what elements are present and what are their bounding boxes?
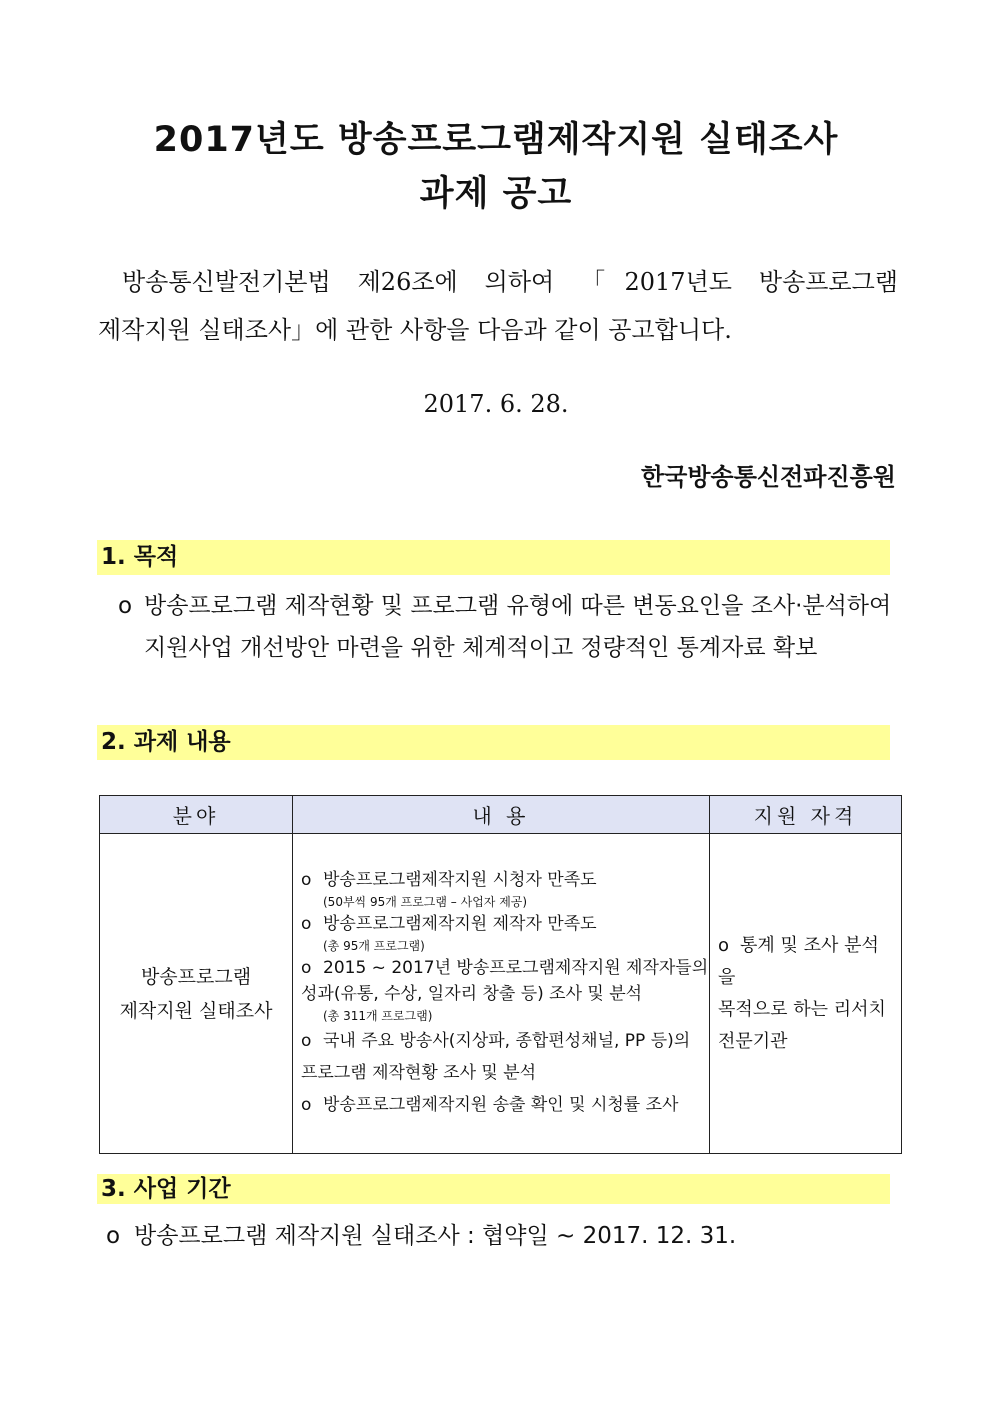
document-subtitle: 과제 공고 xyxy=(419,174,573,214)
task-content-table xyxy=(99,795,902,1154)
intro-line-2: 제작지원 실태조사」에 관한 사항을 다음과 같이 공고합니다. xyxy=(98,316,732,344)
content-item-3-cont: 성과(유통, 수상, 일자리 창출 등) 조사 및 분석 xyxy=(301,983,643,1004)
content-item-1-note: (50부씩 95개 프로그램 – 사업자 제공) xyxy=(323,894,528,909)
section-1-heading: 1. 목적 xyxy=(97,540,890,575)
organization-name: 한국방송통신전파진흥원 xyxy=(640,462,896,491)
content-item-5: o 방송프로그램제작지원 송출 확인 및 시청률 조사 xyxy=(301,1094,679,1115)
section-3-period: 방송프로그램 제작지원 실태조사 : 협약일 ~ 2017. 12. 31. xyxy=(134,1223,737,1249)
content-cell xyxy=(293,834,710,1154)
content-item-2-note: (총 95개 프로그램) xyxy=(323,938,425,953)
section-1-line-2: 지원사업 개선방안 마련을 위한 체계적이고 정량적인 통계자료 확보 xyxy=(144,635,818,661)
header-field: 분야 xyxy=(100,796,293,834)
qualification-line-2: 목적으로 하는 리서치 xyxy=(718,998,886,1020)
table-row xyxy=(100,834,902,1154)
intro-paragraph xyxy=(98,258,898,354)
section-2-heading: 2. 과제 내용 xyxy=(97,725,890,760)
section-1-line-1: 방송프로그램 제작현황 및 프로그램 유형에 따른 변동요인을 조사·분석하여 xyxy=(144,593,892,619)
qualification-line-3: 전문기관 xyxy=(718,1030,788,1052)
content-item-3: o 2015 ~ 2017년 방송프로그램제작지원 제작자들의 xyxy=(301,957,709,978)
intro-line-1: 방송통신발전기본법 제26조에 의하여 「2017년도 방송프로그램 xyxy=(122,268,898,296)
field-line-1: 방송프로그램 xyxy=(140,965,252,988)
content-item-1: o 방송프로그램제작지원 시청자 만족도 xyxy=(301,869,597,890)
content-item-4-cont: 프로그램 제작현황 조사 및 분석 xyxy=(301,1062,537,1083)
document-title: 2017년도 방송프로그램제작지원 실태조사 xyxy=(153,120,839,160)
section-3-heading: 3. 사업 기간 xyxy=(97,1174,890,1204)
section-3-bullet: o xyxy=(106,1223,121,1249)
content-item-3-note: (총 311개 프로그램) xyxy=(323,1008,433,1023)
section-1-bullet: o xyxy=(118,593,133,619)
qualification-line-1: o 통계 및 조사 분석을 xyxy=(718,934,879,988)
content-item-4: o 국내 주요 방송사(지상파, 종합편성채널, PP 등)의 xyxy=(301,1030,691,1051)
qualification-cell xyxy=(710,834,902,1154)
content-item-2: o 방송프로그램제작지원 제작자 만족도 xyxy=(301,913,597,934)
field-cell xyxy=(100,834,293,1154)
header-content: 내 용 xyxy=(293,796,710,834)
field-line-2: 제작지원 실태조사 xyxy=(119,999,273,1022)
table-header-row xyxy=(100,796,902,834)
header-qualification: 지원 자격 xyxy=(710,796,902,834)
announcement-date: 2017. 6. 28. xyxy=(423,390,569,418)
